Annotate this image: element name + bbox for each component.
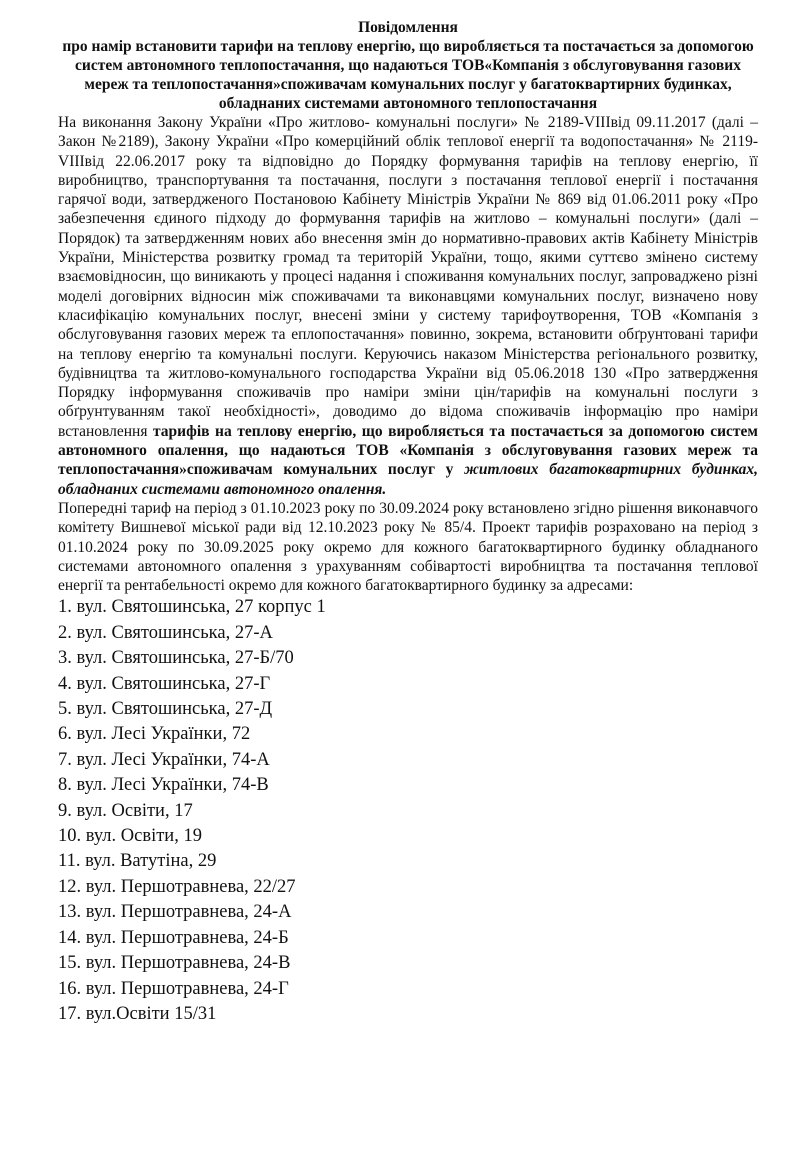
address-item: 2. вул. Святошинська, 27-А xyxy=(58,622,273,643)
address-item: 11. вул. Ватутіна, 29 xyxy=(58,851,217,872)
address-item: 3. вул. Святошинська, 27-Б/70 xyxy=(58,648,294,669)
main-paragraph xyxy=(58,113,758,499)
address-item: 12. вул. Першотравнева, 22/27 xyxy=(58,876,296,897)
paragraph-bold-italic-text: житлових багатоквартирних будинках, обладнаних системами автономного опалення. xyxy=(58,461,758,498)
address-item: 4. вул. Святошинська, 27-Г xyxy=(58,673,271,694)
address-item: 14. вул. Першотравнева, 24-Б xyxy=(58,927,289,948)
paragraph-text: На виконання Закону України «Про житлово- комунальні послуги» № 2189-VIIIвід 09.11.2017 (далі –Закон №2189), Закону України «Про комерційний облік теплової енергії та водопостачання» № 2119-VIIIвід 22.06.2017 року та відповідно до Порядку формування тарифів на теплову енергію, її виробництво, транспортування та постачання, послуги з постачання теплової енергії і постачання гарячої води, затвердженого Постановою Кабінету Міністрів України № 869 від 01.06.2011 року «Про забезпечення єдиного підходу до формування тарифів на житлово – комунальні послуги» (далі – Порядок) та затвердженням нових або внесення змін до нормативно-правових актів Кабінету Міністрів України, Міністерства розвитку громад та територій України, тощо, якими суттєво змінено систему взаємовідносин, що виникають у процесі надання і споживання комунальних послуг, запроваджено різні моделі договірних відносин між споживачами та виконавцями комунальних послуг, визначено нову класифікацію комунальних послуг, внесені зміни у систему тарифоутворення, ТОВ «Компанія з обслуговування газових мереж та еплопостачання» повинно, зокрема, встановити обґрунтовані тарифи на теплову енергію та комунальні послуги. Керуючись наказом Міністерства регіонального розвитку, будівництва та житлово-комунального господарства України від 05.06.2018 130 «Про затвердження Порядку інформування споживачів про наміри зміни цін/тарифів на комунальні послуги з обґрунтуванням такої необхідності», доводимо до відома споживачів інформацію про наміри встановлення xyxy=(58,114,758,440)
address-item: 9. вул. Освіти, 17 xyxy=(58,800,193,821)
paragraph-bold-text: тарифів на теплову енергію, що виробляється та постачається за допомогою систем автономного опалення, що надаються ТОВ «Компанія з обслуговування газових мереж та теплопостачання»споживачам комунальних послуг у xyxy=(58,422,758,479)
address-item: 1. вул. Святошинська, 27 корпус 1 xyxy=(58,597,326,618)
address-item: 10. вул. Освіти, 19 xyxy=(58,826,202,847)
tariff-paragraph: Попередні тариф на період з 01.10.2023 року по 30.09.2024 року встановлено згідно рішення виконавчого комітету Вишневої міської ради від 12.10.2023 року № 85/4. Проект тарифів розраховано на період з 01.10.2024 року по 30.09.2025 року окремо для кожного багатоквартирного будинку обладнаного системами автономного опалення з урахуванням собівартості виробництва та постачання теплової енергії та рентабельності окремо для кожного багатоквартирного будинку за адресами: xyxy=(58,499,758,595)
address-list xyxy=(58,595,758,1027)
document-title: Повідомлення xyxy=(358,19,458,36)
address-item: 15. вул. Першотравнева, 24-В xyxy=(58,953,291,974)
document-page xyxy=(58,18,758,1027)
address-item: 8. вул. Лесі Українки, 74-В xyxy=(58,775,269,796)
address-item: 6. вул. Лесі Українки, 72 xyxy=(58,724,251,745)
address-item: 5. вул. Святошинська, 27-Д xyxy=(58,699,273,720)
address-item: 13. вул. Першотравнева, 24-А xyxy=(58,902,292,923)
document-subtitle: про намір встановити тарифи на теплову енергію, що виробляється та постачається за допомогою систем автономного теплопостачання, що надаються ТОВ«Компанія з обслуговування газових мереж та теплопостачання»споживачам комунальних послуг у багатоквартирних будинках, обладнаних системами автономного теплопостачання xyxy=(62,38,754,112)
address-item: 16. вул. Першотравнева, 24-Г xyxy=(58,978,289,999)
address-item: 7. вул. Лесі Українки, 74-А xyxy=(58,749,270,770)
address-item: 17. вул.Освіти 15/31 xyxy=(58,1003,217,1024)
